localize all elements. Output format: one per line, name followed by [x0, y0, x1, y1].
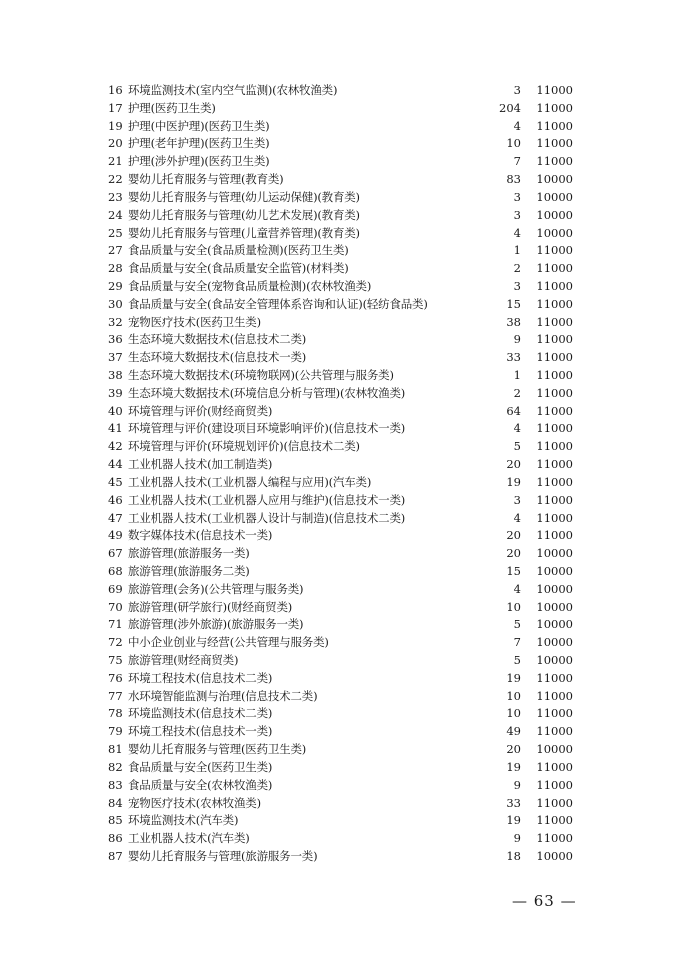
row-code: 29	[108, 278, 123, 293]
row-major-name: 生态环境大数据技术(环境信息分析与管理)(农林牧渔类)	[128, 385, 406, 400]
row-fee: 11000	[536, 421, 573, 436]
table-row	[108, 225, 573, 243]
row-fee: 10000	[536, 172, 573, 187]
row-code: 75	[108, 653, 123, 667]
row-fee: 10000	[536, 207, 573, 222]
row-count: 18	[506, 848, 521, 863]
table-row	[108, 599, 573, 617]
row-fee: 11000	[536, 368, 573, 382]
row-fee: 11000	[536, 510, 573, 525]
table-row	[108, 563, 573, 581]
table-row	[108, 510, 573, 528]
row-count: 1	[513, 243, 521, 258]
table-row	[108, 688, 573, 706]
row-major-name: 护理(老年护理)(医药卫生类)	[128, 136, 270, 151]
row-code: 69	[108, 581, 123, 596]
row-major-name: 旅游管理(财经商贸类)	[128, 653, 239, 667]
row-fee: 11000	[536, 724, 573, 739]
row-code: 46	[108, 492, 123, 507]
row-fee: 11000	[536, 492, 573, 507]
row-code: 24	[108, 207, 123, 222]
table-row	[108, 82, 573, 100]
row-fee: 10000	[536, 189, 573, 204]
row-major-name: 环境工程技术(信息技术二类)	[128, 670, 273, 685]
row-fee: 11000	[536, 154, 573, 169]
row-fee: 11000	[536, 261, 573, 276]
row-major-name: 环境监测技术(汽车类)	[128, 813, 239, 828]
row-fee: 11000	[536, 100, 573, 115]
row-fee: 10000	[536, 599, 573, 614]
row-fee: 11000	[536, 706, 573, 721]
table-row	[108, 135, 573, 153]
table-row	[108, 456, 573, 474]
row-count: 10	[506, 599, 521, 614]
row-count: 64	[506, 403, 521, 418]
row-code: 21	[108, 154, 123, 169]
table-row	[108, 474, 573, 492]
table-row	[108, 403, 573, 421]
table-row	[108, 207, 573, 225]
table-row	[108, 189, 573, 207]
row-fee: 11000	[536, 403, 573, 418]
row-fee: 11000	[536, 777, 573, 792]
row-major-name: 水环境智能监测与治理(信息技术二类)	[128, 688, 318, 703]
row-major-name: 婴幼儿托育服务与管理(旅游服务一类)	[128, 848, 318, 863]
row-fee: 10000	[536, 581, 573, 596]
table-row	[108, 153, 573, 171]
row-code: 17	[108, 100, 123, 115]
row-major-name: 环境工程技术(信息技术一类)	[128, 724, 273, 739]
table-row	[108, 492, 573, 510]
table-row	[108, 438, 573, 456]
row-code: 85	[108, 813, 123, 828]
row-major-name: 食品质量与安全(食品质量检测)(医药卫生类)	[128, 243, 349, 258]
row-fee: 11000	[536, 813, 573, 828]
row-major-name: 工业机器人技术(加工制造类)	[128, 457, 273, 472]
table-row	[108, 260, 573, 278]
row-count: 20	[506, 742, 521, 757]
row-major-name: 食品质量与安全(食品质量安全监管)(材料类)	[128, 261, 349, 276]
table-row	[108, 331, 573, 349]
row-count: 19	[506, 759, 521, 774]
row-fee: 11000	[536, 278, 573, 293]
row-major-name: 数字媒体技术(信息技术一类)	[128, 528, 273, 543]
table-row	[108, 545, 573, 563]
row-major-name: 食品质量与安全(医药卫生类)	[128, 759, 273, 774]
row-fee: 10000	[536, 742, 573, 757]
row-count: 7	[513, 154, 521, 169]
row-code: 49	[108, 528, 123, 543]
row-count: 9	[513, 332, 521, 347]
row-code: 47	[108, 510, 123, 525]
row-major-name: 婴幼儿托育服务与管理(幼儿运动保健)(教育类)	[128, 189, 360, 204]
row-count: 19	[506, 474, 521, 489]
table-row	[108, 420, 573, 438]
row-count: 9	[513, 831, 521, 846]
row-code: 77	[108, 688, 123, 703]
row-fee: 11000	[536, 474, 573, 489]
row-major-name: 宠物医疗技术(农林牧渔类)	[128, 795, 261, 810]
row-fee: 11000	[536, 350, 573, 365]
table-row	[108, 759, 573, 777]
row-count: 83	[506, 172, 521, 187]
row-count: 204	[499, 100, 521, 115]
row-count: 3	[513, 189, 521, 204]
row-code: 25	[108, 225, 123, 240]
table-row	[108, 278, 573, 296]
row-major-name: 婴幼儿托育服务与管理(教育类)	[128, 172, 284, 187]
row-count: 15	[506, 563, 521, 578]
row-major-name: 食品质量与安全(食品安全管理体系咨询和认证)(轻纺食品类)	[128, 296, 428, 311]
table-row	[108, 581, 573, 599]
row-code: 20	[108, 136, 123, 151]
table-row	[108, 296, 573, 314]
row-count: 10	[506, 688, 521, 703]
row-major-name: 护理(涉外护理)(医药卫生类)	[128, 154, 270, 169]
row-count: 5	[513, 653, 521, 667]
row-code: 70	[108, 599, 123, 614]
table-row	[108, 652, 573, 670]
enrollment-table	[108, 82, 573, 866]
row-code: 67	[108, 546, 123, 561]
row-count: 15	[506, 296, 521, 311]
table-row	[108, 314, 573, 332]
row-fee: 11000	[536, 670, 573, 685]
row-code: 45	[108, 474, 123, 489]
table-row	[108, 349, 573, 367]
table-row	[108, 723, 573, 741]
row-fee: 10000	[536, 653, 573, 667]
row-fee: 10000	[536, 225, 573, 240]
row-count: 4	[513, 118, 521, 133]
row-code: 28	[108, 261, 123, 276]
row-code: 79	[108, 724, 123, 739]
table-row	[108, 527, 573, 545]
row-major-name: 中小企业创业与经营(公共管理与服务类)	[128, 635, 329, 650]
row-count: 20	[506, 457, 521, 472]
row-major-name: 婴幼儿托育服务与管理(儿童营养管理)(教育类)	[128, 225, 360, 240]
row-code: 71	[108, 617, 123, 632]
row-code: 68	[108, 563, 123, 578]
table-row	[108, 670, 573, 688]
row-major-name: 旅游管理(旅游服务一类)	[128, 546, 250, 561]
row-code: 16	[108, 83, 123, 97]
row-count: 10	[506, 706, 521, 721]
row-major-name: 生态环境大数据技术(环境物联网)(公共管理与服务类)	[128, 368, 394, 382]
row-code: 41	[108, 421, 123, 436]
row-code: 87	[108, 848, 123, 863]
row-count: 5	[513, 439, 521, 454]
row-count: 20	[506, 528, 521, 543]
table-row	[108, 118, 573, 136]
row-code: 30	[108, 296, 123, 311]
row-major-name: 生态环境大数据技术(信息技术二类)	[128, 332, 307, 347]
row-code: 27	[108, 243, 123, 258]
row-count: 4	[513, 225, 521, 240]
table-row	[108, 616, 573, 634]
row-fee: 11000	[536, 136, 573, 151]
row-code: 40	[108, 403, 123, 418]
row-code: 44	[108, 457, 123, 472]
row-fee: 10000	[536, 617, 573, 632]
row-major-name: 环境管理与评价(财经商贸类)	[128, 403, 273, 418]
row-count: 33	[506, 350, 521, 365]
row-major-name: 食品质量与安全(宠物食品质量检测)(农林牧渔类)	[128, 278, 372, 293]
row-fee: 11000	[536, 243, 573, 258]
row-fee: 11000	[536, 83, 573, 97]
row-major-name: 护理(中医护理)(医药卫生类)	[128, 118, 270, 133]
row-major-name: 婴幼儿托育服务与管理(幼儿艺术发展)(教育类)	[128, 207, 360, 222]
row-code: 23	[108, 189, 123, 204]
row-fee: 11000	[536, 831, 573, 846]
table-row	[108, 367, 573, 385]
row-code: 38	[108, 368, 123, 382]
row-code: 81	[108, 742, 123, 757]
row-code: 82	[108, 759, 123, 774]
row-major-name: 旅游管理(研学旅行)(财经商贸类)	[128, 599, 293, 614]
table-row	[108, 705, 573, 723]
row-major-name: 环境管理与评价(环境规划评价)(信息技术二类)	[128, 439, 360, 454]
row-count: 3	[513, 83, 521, 97]
row-major-name: 食品质量与安全(农林牧渔类)	[128, 777, 273, 792]
row-code: 36	[108, 332, 123, 347]
row-count: 33	[506, 795, 521, 810]
row-count: 1	[513, 368, 521, 382]
row-count: 4	[513, 510, 521, 525]
table-row	[108, 242, 573, 260]
row-major-name: 旅游管理(涉外旅游)(旅游服务一类)	[128, 617, 304, 632]
table-row	[108, 830, 573, 848]
table-row	[108, 795, 573, 813]
row-major-name: 环境监测技术(室内空气监测)(农林牧渔类)	[128, 83, 338, 97]
row-major-name: 环境管理与评价(建设项目环境影响评价)(信息技术一类)	[128, 421, 406, 436]
row-code: 83	[108, 777, 123, 792]
row-fee: 11000	[536, 759, 573, 774]
row-fee: 11000	[536, 528, 573, 543]
table-row	[108, 741, 573, 759]
row-fee: 10000	[536, 563, 573, 578]
row-major-name: 旅游管理(旅游服务二类)	[128, 563, 250, 578]
row-fee: 10000	[536, 546, 573, 561]
table-row	[108, 385, 573, 403]
row-fee: 11000	[536, 296, 573, 311]
row-code: 86	[108, 831, 123, 846]
row-major-name: 宠物医疗技术(医药卫生类)	[128, 314, 261, 329]
row-count: 3	[513, 207, 521, 222]
row-code: 22	[108, 172, 123, 187]
row-code: 76	[108, 670, 123, 685]
table-row	[108, 171, 573, 189]
row-major-name: 生态环境大数据技术(信息技术一类)	[128, 350, 307, 365]
row-code: 19	[108, 118, 123, 133]
row-count: 7	[513, 635, 521, 650]
row-code: 72	[108, 635, 123, 650]
row-count: 20	[506, 546, 521, 561]
row-fee: 11000	[536, 118, 573, 133]
row-count: 2	[513, 261, 521, 276]
row-count: 2	[513, 385, 521, 400]
row-code: 42	[108, 439, 123, 454]
row-count: 5	[513, 617, 521, 632]
row-major-name: 旅游管理(会务)(公共管理与服务类)	[128, 581, 304, 596]
row-count: 3	[513, 278, 521, 293]
table-row	[108, 777, 573, 795]
row-fee: 11000	[536, 439, 573, 454]
table-row	[108, 848, 573, 866]
row-fee: 10000	[536, 635, 573, 650]
row-major-name: 工业机器人技术(汽车类)	[128, 831, 250, 846]
row-fee: 11000	[536, 795, 573, 810]
row-fee: 10000	[536, 848, 573, 863]
page-number: — 63 —	[512, 892, 577, 910]
row-code: 37	[108, 350, 123, 365]
row-count: 10	[506, 136, 521, 151]
row-count: 3	[513, 492, 521, 507]
row-major-name: 工业机器人技术(工业机器人编程与应用)(汽车类)	[128, 474, 372, 489]
table-row	[108, 100, 573, 118]
row-fee: 11000	[536, 332, 573, 347]
row-major-name: 工业机器人技术(工业机器人应用与维护)(信息技术一类)	[128, 492, 406, 507]
row-count: 19	[506, 813, 521, 828]
row-code: 84	[108, 795, 123, 810]
row-fee: 11000	[536, 314, 573, 329]
row-count: 38	[506, 314, 521, 329]
row-code: 39	[108, 385, 123, 400]
row-major-name: 工业机器人技术(工业机器人设计与制造)(信息技术二类)	[128, 510, 406, 525]
row-count: 9	[513, 777, 521, 792]
row-fee: 11000	[536, 688, 573, 703]
row-count: 4	[513, 581, 521, 596]
row-major-name: 环境监测技术(信息技术二类)	[128, 706, 273, 721]
row-major-name: 婴幼儿托育服务与管理(医药卫生类)	[128, 742, 307, 757]
row-count: 19	[506, 670, 521, 685]
row-count: 4	[513, 421, 521, 436]
row-code: 32	[108, 314, 123, 329]
row-fee: 11000	[536, 457, 573, 472]
row-fee: 11000	[536, 385, 573, 400]
row-code: 78	[108, 706, 123, 721]
table-row	[108, 634, 573, 652]
table-row	[108, 812, 573, 830]
row-count: 49	[506, 724, 521, 739]
row-major-name: 护理(医药卫生类)	[128, 100, 216, 115]
